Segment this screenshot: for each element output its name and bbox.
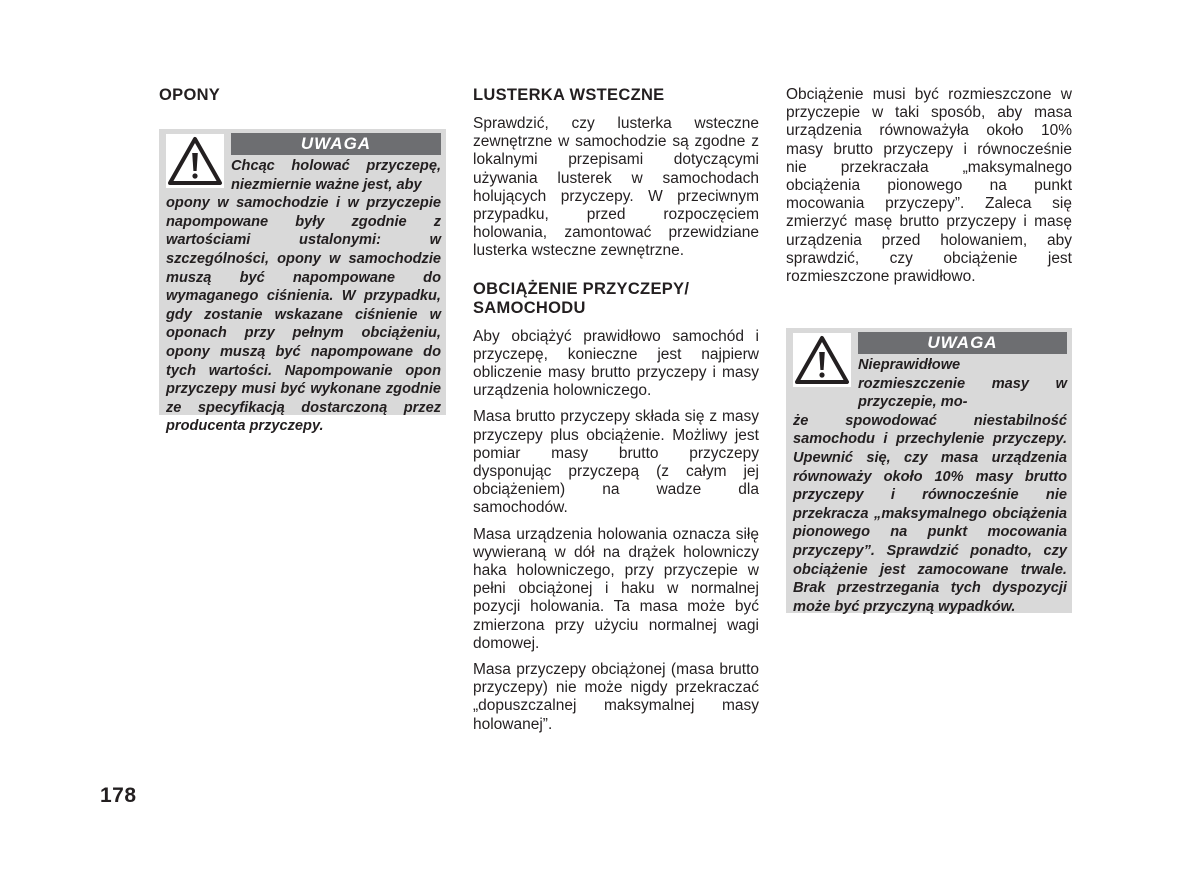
warning-text-lead: Nieprawidłowe rozmieszczenie masy w przyczepie, mo- — [858, 357, 1067, 411]
section-heading-mirrors: LUSTERKA WSTECZNE — [473, 86, 665, 104]
warning-text-rest: opony w samochodzie i w przyczepie napompowane były zgodnie z wartościami ustalonymi: w szczególności, opony w samochodzie muszą być napompowane do wymaganego ciśnienia. W przypadku, gdy zostanie wskazane ciśnienie w oponach przy pełnym obciążeniu, opony muszą być napompowane do tych wartości. Napompowanie opon przyczepy musi być wykonane zgodnie ze specyfikacją dostarczoną przez producenta przyczepy. — [166, 195, 441, 435]
warning-triangle-icon — [793, 333, 851, 387]
warning-box-tires — [159, 129, 446, 435]
warning-text — [166, 157, 441, 436]
section-heading-trailer-load — [473, 280, 759, 318]
heading-line-2: SAMOCHODU — [473, 298, 586, 317]
warning-header — [793, 332, 1067, 387]
heading-line-1: OBCIĄŻENIE PRZYCZEPY/ — [473, 279, 690, 298]
warning-triangle-icon — [166, 134, 224, 188]
warning-text-lead: Chcąc holować przyczepę, niezmiernie ważne jest, aby — [231, 158, 441, 193]
warning-box-load — [786, 328, 1072, 613]
warning-text-rest: że spowodować niestabilność samochodu i przechylenie przyczepy. Upewnić się, czy masa urządzenia równoważy około 10% masy brutto przyczepy i równocześnie nie przekracza „maksymalnego obciążenia pionowego na punkt mocowania przyczepy”. Sprawdzić ponadto, czy obciążenie jest zamocowane trwale. Brak przestrzegania tych dyspozycji może być przyczyną wypadków. — [793, 412, 1067, 615]
paragraph-gross-mass: Masa brutto przyczepy składa się z masy przyczepy plus obciążenie. Możliwy jest pomiar masy brutto przyczepy dysponując przyczepą (z całym jej obciążeniem) na wadze dla samochodów. — [473, 408, 759, 517]
warning-title: UWAGA — [231, 133, 441, 155]
warning-title: UWAGA — [858, 332, 1067, 354]
paragraph-max-mass: Masa przyczepy obciążonej (masa brutto przyczepy) nie może nigdy przekraczać „dopuszczalnej maksymalnej masy holowanej”. — [473, 661, 759, 733]
page-number: 178 — [100, 784, 137, 807]
paragraph-hitch-mass: Masa urządzenia holowania oznacza siłę wywieraną w dół na drążek holowniczy haka holowniczego, przy przyczepie w pełni obciążonej i haku w normalnej pozycji holowania. Ta masa może być zmierzona przy użyciu normalnej wagi domowej. — [473, 525, 759, 652]
paragraph-mirrors: Sprawdzić, czy lusterka wsteczne zewnętrzne w samochodzie są zgodne z lokalnymi przepisami dotyczącymi używania lusterek w samochodach holujących przyczepy. W przeciwnym przypadku, przed rozpoczęciem holowania, zamontować przewidziane lusterka wsteczne zewnętrzne. — [473, 115, 759, 260]
left-column — [159, 86, 446, 435]
warning-text — [793, 356, 1067, 616]
paragraph-load-intro: Aby obciążyć prawidłowo samochód i przyczepę, konieczne jest najpierw obliczenie masy brutto przyczepy i masy urządzenia holowniczego. — [473, 327, 759, 400]
right-column — [786, 86, 1072, 616]
paragraph-load-distribution: Obciążenie musi być rozmieszczone w przyczepie w taki sposób, aby masa urządzenia równoważyła około 10% masy brutto przyczepy i równocześnie nie przekraczała „maksymalnego obciążenia pionowego na punkt mocowania przyczepy”. Zaleca się zmierzyć masę brutto przyczepy i masę urządzenia przed holowaniem, aby sprawdzić, czy obciążenie jest rozmieszczone prawidłowo. — [786, 86, 1072, 286]
middle-column — [473, 86, 759, 734]
warning-header — [166, 133, 441, 188]
section-heading-tires: OPONY — [159, 86, 221, 104]
